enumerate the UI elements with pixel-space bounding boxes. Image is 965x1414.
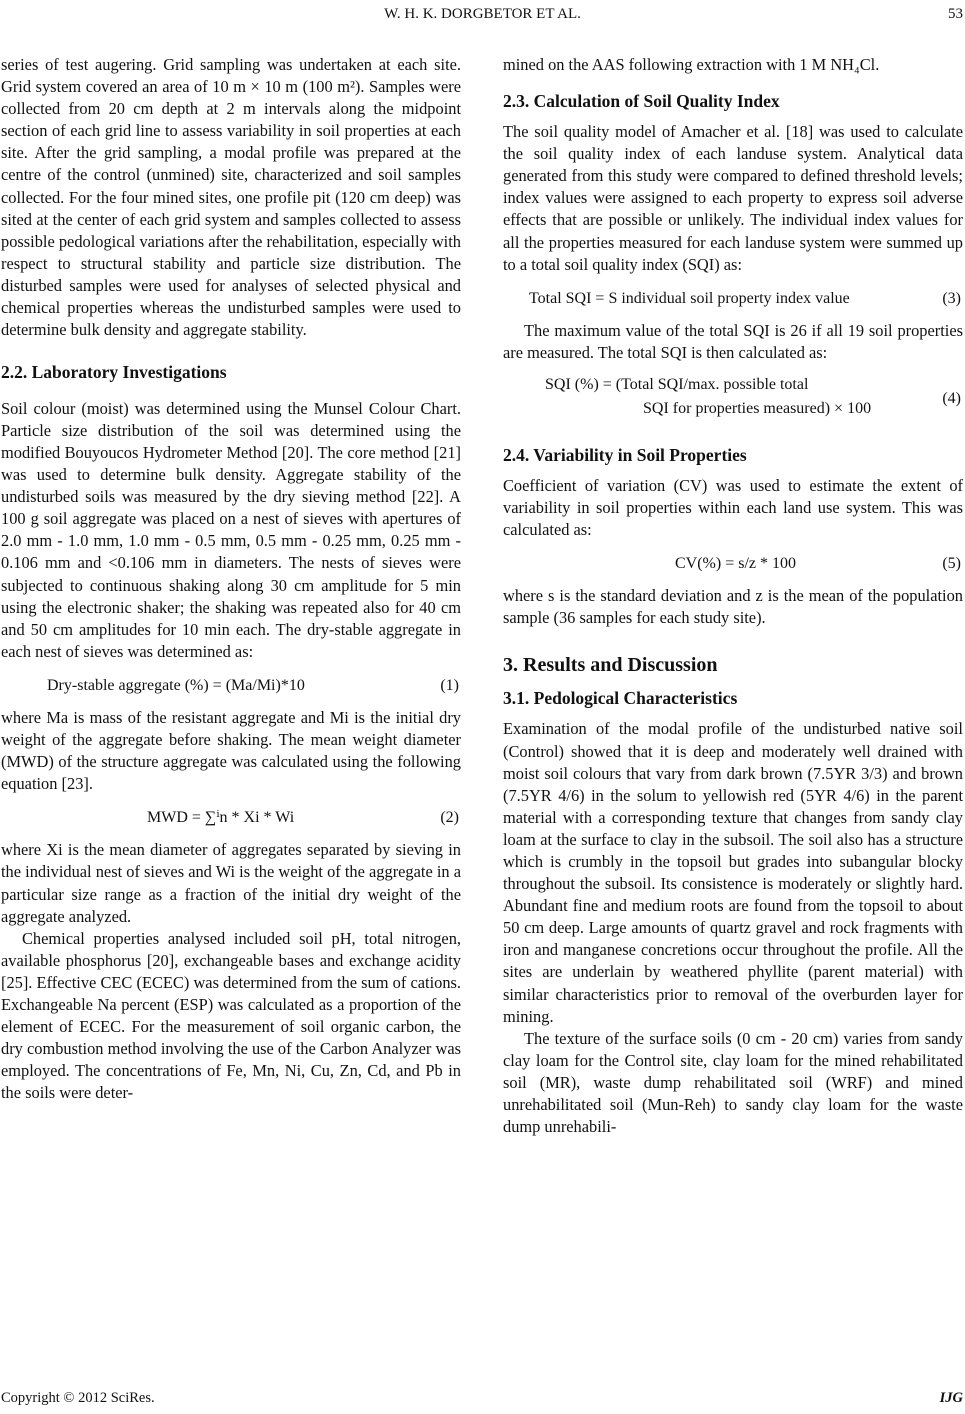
- right-column: [503, 54, 963, 1138]
- paragraph-soil-quality-model: The soil quality model of Amacher et al. [18] was used to calculate the soil quality index of each landuse system. Analytical data generated from this study were compared to defined threshold levels; index values were assigned to each property to express soil adverse effects that are possible or unlikely. The individual index values for all the properties measured for each landuse system were summed up to a total soil quality index (SQI) as:: [503, 122, 963, 274]
- equation-2-number: (2): [440, 809, 459, 827]
- paragraph-max-sqi: The maximum value of the total SQI is 26 if all 19 soil properties are measured. The total SQI is then calculated as:: [503, 320, 963, 362]
- paragraph-chemical-properties: Chemical properties analysed included soil pH, total nitrogen, available phosphorus [20], exchangeable bases and exchange acidity [25]. Effective CEC (ECEC) was determined from the sum of cations. Exchangeable Na percent (ESP) was calculated as a proportion of the element of ECEC. For the measurement of soil organic carbon, the dry combustion method involving the use of the Carbon Analyzer was employed. The concentrations of Fe, Mn, Ni, Cu, Zn, Cd, and Pb in the soils were deter-: [1, 928, 461, 1103]
- paragraph-coefficient-variation: Coefficient of variation (CV) was used to estimate the extent of variability in soil properties within each land use system. This was calculated as:: [503, 475, 963, 540]
- equation-3: [503, 284, 963, 314]
- paragraph-texture: The texture of the surface soils (0 cm - 20 cm) varies from sandy clay loam for the Control site, clay loam for the mined rehabilitated soil (MR), waste dump rehabilitated soil (WRF) and mined unrehabilitated soil (Mun-Reh) to sandy clay loam for the waste dump unrehabili-: [503, 1028, 963, 1137]
- equation-1-number: (1): [440, 676, 459, 694]
- copyright-notice: Copyright © 2012 SciRes.: [1, 1390, 155, 1406]
- left-column: [1, 54, 461, 1104]
- equation-3-number: (3): [942, 289, 961, 307]
- equation-2-text: MWD = ∑ⁱn * Xi * Wi: [147, 809, 295, 827]
- paragraph-sampling: series of test augering. Grid sampling was undertaken at each site. Grid system covered an area of 10 m × 10 m (100 m²). Samples were collected from 20 cm depth at 2 m intervals along the midpoint section of each grid line to assess variability in soil properties at each site. After the grid sampling, a modal profile was prepared at the centre of the control (unmined) site, characterized and soil samples collected. For the four mined sites, one profile pit (120 cm deep) was sited at the center of each grid system and samples collected to assess possible pedological variations after the rehabilitation, especially with respect to structural stability and particle size distribution. The disturbed samples were used for analyses of selected physical and chemical properties whereas the undisturbed samples were used to determine bulk density and aggregate stability.: [1, 55, 461, 340]
- paragraph-standard-deviation: where s is the standard deviation and z is the mean of the population sample (36 samples for each study site).: [503, 586, 963, 628]
- equation-5: [503, 549, 963, 579]
- equation-3-text: Total SQI = S individual soil property index value: [529, 289, 850, 307]
- running-header: [0, 6, 965, 28]
- equation-5-number: (5): [942, 555, 961, 573]
- equation-4-line-2: SQI for properties measured) × 100: [643, 399, 872, 417]
- heading-soil-quality-index: 2.3. Calculation of Soil Quality Index: [503, 91, 780, 112]
- page-number: 53: [948, 6, 963, 22]
- paragraph-modal-profile: Examination of the modal profile of the undisturbed native soil (Control) showed that it is deep and moderately well drained with moist soil colours that vary from dark brown (7.5YR 3/3) and brown (7.5YR 4/6) in the solum to yellowish red (5YR 4/6) in the parent material with a corresponding texture that changes from sandy clay loam at the surface to clay in the subsoil. The soil also has a structure which is crumbly in the topsoil but grades into subangular blocky throughout the subsoil. Its consistence is moderately or slightly hard. Abundant fine and medium roots are found from the topsoil to about 50 cm deep. Large amounts of quartz gravel and rock fragments with iron and manganese concretions occur throughout the profile. All the sites are underlain by weathered phyllite (parent material) with similar characteristics prior to removal of the overburden layer for mining.: [503, 719, 963, 1026]
- equation-4: [503, 372, 963, 424]
- heading-pedological-characteristics: 3.1. Pedological Characteristics: [503, 688, 738, 709]
- paragraph-aas: mined on the AAS following extraction with 1 M NH₄Cl.: [503, 55, 880, 74]
- paragraph-laboratory: Soil colour (moist) was determined using the Munsel Colour Chart. Particle size distribution of the soil was determined using the modified Bouyoucos Hydrometer Method [20]. The core method [21] was used to determine bulk density. Aggregate stability of the undisturbed soils was measured by the dry sieving method [22]. A 100 g soil aggregate was placed on a nest of sieves with apertures of 2.0 mm - 1.0 mm, 1.0 mm - 0.5 mm, 0.5 mm - 0.25 mm, 0.25 mm - 0.106 mm and <0.106 mm in diameters. The nests of sieves were subjected to continuous shaking along 30 cm amplitude for 5 min using the electronic shaker; the shaking was repeated also for 40 cm and 50 cm amplitudes for 10 min each. The dry-stable aggregate in each nest of sieves was determined as:: [1, 398, 461, 661]
- heading-laboratory-investigations: 2.2. Laboratory Investigations: [1, 362, 227, 383]
- paragraph-xi-wi: where Xi is the mean diameter of aggregates separated by sieving in the individual nest of sieves and Wi is the weight of the aggregate in a particular size range as a fraction of the initial dry weight of the aggregate analyzed.: [1, 840, 461, 926]
- equation-4-line-1: SQI (%) = (Total SQI/max. possible total: [545, 375, 809, 393]
- heading-variability: 2.4. Variability in Soil Properties: [503, 444, 747, 465]
- equation-2: [1, 803, 461, 833]
- paragraph-ma-mi: where Ma is mass of the resistant aggregate and Mi is the initial dry weight of the aggregate before shaking. The mean weight diameter (MWD) of the structure aggregate was calculated using the following equation [23].: [1, 707, 461, 794]
- journal-abbreviation: IJG: [939, 1390, 963, 1406]
- equation-4-number: (4): [942, 389, 961, 407]
- heading-results-discussion: 3. Results and Discussion: [503, 654, 718, 677]
- equation-5-text: CV(%) = s/z * 100: [675, 555, 797, 573]
- equation-1-text: Dry-stable aggregate (%) = (Ma/Mi)*10: [47, 676, 305, 694]
- equation-1: [1, 671, 461, 701]
- running-title: W. H. K. DORGBETOR ET AL.: [384, 6, 581, 22]
